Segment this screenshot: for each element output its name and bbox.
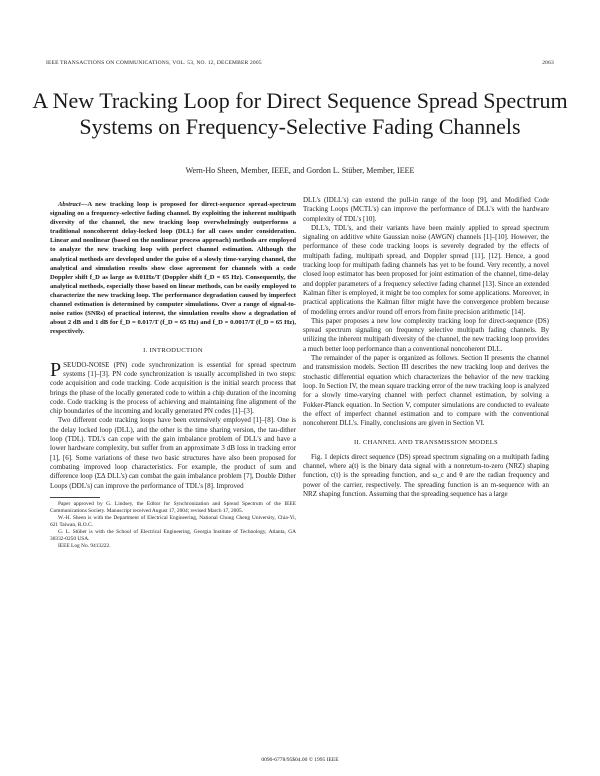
- paper-title: A New Tracking Loop for Direct Sequence Spread Spectrum Systems on Frequency-Selective Fading Channels: [32, 88, 568, 139]
- footnote-4: IEEE Log No. 9413222.: [58, 542, 111, 549]
- journal-name: IEEE TRANSACTIONS ON COMMUNICATIONS, VOL. 53, NO. 12, DECEMBER 2005: [46, 60, 262, 66]
- body-paragraph-3: This paper proposes a new low complexity tracking loop for direct-sequence (DS) spread spectrum signaling on frequency selective multipath fading channels. By utilizing the inherent multipath diversity of the channel, the new tracking loop provides a much better loop performance than a conventional noncoherent DLL.: [303, 316, 549, 353]
- footnote-3: G. L. Stüber is with the School of Electrical Engineering, Georgia Institute of Technology, Atlanta, GA 30332-0250 USA.: [50, 528, 296, 542]
- body-paragraph-4: The remainder of the paper is organized as follows. Section II presents the channel and transmission models. Section III describes the new tracking loop and derives the stochastic differential equation which characterizes the behavior of the new tracking loop. In Section IV, the mean square tracking error of the new tracking loop is analyzed for a slowly time-varying channel with perfect channel estimation, by solving a Fokker-Planck equation. In Section V, computer simulations are conducted to evaluate the effect of imperfect channel estimation and to compare with the conventional noncoherent DLL's. Finally, conclusions are given in Section VI.: [303, 354, 549, 428]
- footnote-2: W.-H. Sheen is with the Department of Electrical Engineering, National Chung Cheng University, Chia-Yi, 621 Taiwan, R.O.C.: [50, 514, 296, 528]
- body-paragraph-2: DLL's, TDL's, and their variants have been mainly applied to spread spectrum signaling on additive white Gaussian noise (AWGN) channels [1]–[10]. However, the performance of these code tracking loops is severely degraded by the effects of multipath fading, multipath spread, and Doppler spread [11], [12]. Hence, a good tracking loop for multipath fading channels has yet to be found. Very recently, a novel closed loop estimator has been proposed for joint estimation of the channel, time-delay and doppler parameters of a frequency selective fading channel [13]. Since an extended Kalman filter is employed, it might be too complex for some applications. Moreover, in practical applications the Kalman filter might have the convergence problem because of modeling errors and/or round off errors from finite precision arithmetic [14].: [303, 223, 549, 316]
- running-header: [46, 60, 554, 66]
- footnote-divider: [50, 497, 100, 498]
- author-line: Wern-Ho Sheen, Member, IEEE, and Gordon L. Stüber, Member, IEEE: [185, 166, 415, 175]
- intro-paragraph-2: Two different code tracking loops have been extensively employed [1]–[8]. One is the delay locked loop (DLL), and the other is the time sharing version, the tau-dither loop (TDL). TDL's can cope with the gain imbalance problem of DLL's and have a lower hardware complexity, but suffer from an approximate 3 dB loss in tracking error [1], [6]. Some variations of these two basic structures have also been proposed for combating improved loop characteristics. For example, the product of sum and difference loop (ΣΔ DLL's) can combat the gain imbalance problem [7], Double Dither Loops (DDL's) can improve the performance of TDL's [8]. Improved: [50, 416, 296, 490]
- left-column: [50, 200, 296, 550]
- drop-cap: P: [50, 358, 62, 381]
- section-heading-introduction: I. INTRODUCTION: [143, 347, 203, 355]
- intro-paragraph-1: [50, 358, 296, 417]
- page-number: 2063: [542, 60, 554, 66]
- abstract-lead: Abstract—: [58, 201, 88, 208]
- body-paragraph-1: DLL's (IDLL's) can extend the pull-in range of the loop [9], and Modified Code Tracking Loops (MCTL's) can improve the performance of DLL's with the hardware complexity of TDL's [10].: [303, 196, 549, 223]
- section-heading-channel: II. CHANNEL AND TRANSMISSION MODELS: [353, 439, 499, 447]
- abstract-text: A new tracking loop is proposed for direct-sequence spread-spectrum signaling on a frequency-selective fading channel. By exploiting the inherent multipath diversity of the channel, the new tracking loop overwhelmingly outperforms a traditional noncoherent delay-locked loop (DLL) for all cases under consideration. Linear and nonlinear (based on the nonlinear process approach) methods are employed to analyze the new tracking loop with perfect channel estimation. Although the analytical methods are developed under the guise of a slowly time-varying channel, the analytical and simulation results show close agreement for channels with a code Doppler shift f_D as large as 0.01Hz/T (Doppler shift f_D = 65 Hz). Consequently, the analytical methods, especially those based on linear methods, can be easily employed to characterize the new tracking loop. The performance degradation caused by imperfect channel estimation is determined by computer simulations. Over a range of signal-to-noise ratios (SNRs) of practical interest, the simulation results show a degradation of about 2 dB and 1 dB for f_D = 0.017/T (f_D = 65 Hz) and f_D = 0.0017/T (f_D = 65 Hz), respectively.: [50, 201, 296, 336]
- footnote-1: Paper approved by G. Lindsey, the Editor for Synchronization and Spread Spectrum of the IEEE Communications Society. Manuscript received August 17, 2004; revised March 17, 2005.: [50, 500, 296, 514]
- body-paragraph-5: Fig. 1 depicts direct sequence (DS) spread spectrum signaling on a multipath fading channel, where a(t) is the binary data signal with a nonreturn-to-zero (NRZ) shaping function, c(t) is the spreading function, and ω_c and θ are the radian frequency and power of the carrier, respectively. The spreading function is an m-sequence with an NRZ shaping function. Assuming that the spreading sequence has a large: [303, 452, 549, 498]
- right-column: [303, 196, 549, 499]
- intro-text-1: SEUDO-NOISE (PN) code synchronization is essential for spread spectrum systems [1]–[3]. PN code synchronization is usually accomplished in two steps: code acquisition and code tracking. Code acquisition is the initial search process that brings the phase of the locally generated code to within a chip duration of the incoming code. Code tracking is the process of achieving and maintaining fine alignment of the chip boundaries of the incoming and locally generated PN codes [1]–[3].: [50, 360, 296, 416]
- copyright-footer: 0090-6778/95$04.00 © 1995 IEEE: [261, 757, 339, 763]
- abstract: [50, 200, 296, 336]
